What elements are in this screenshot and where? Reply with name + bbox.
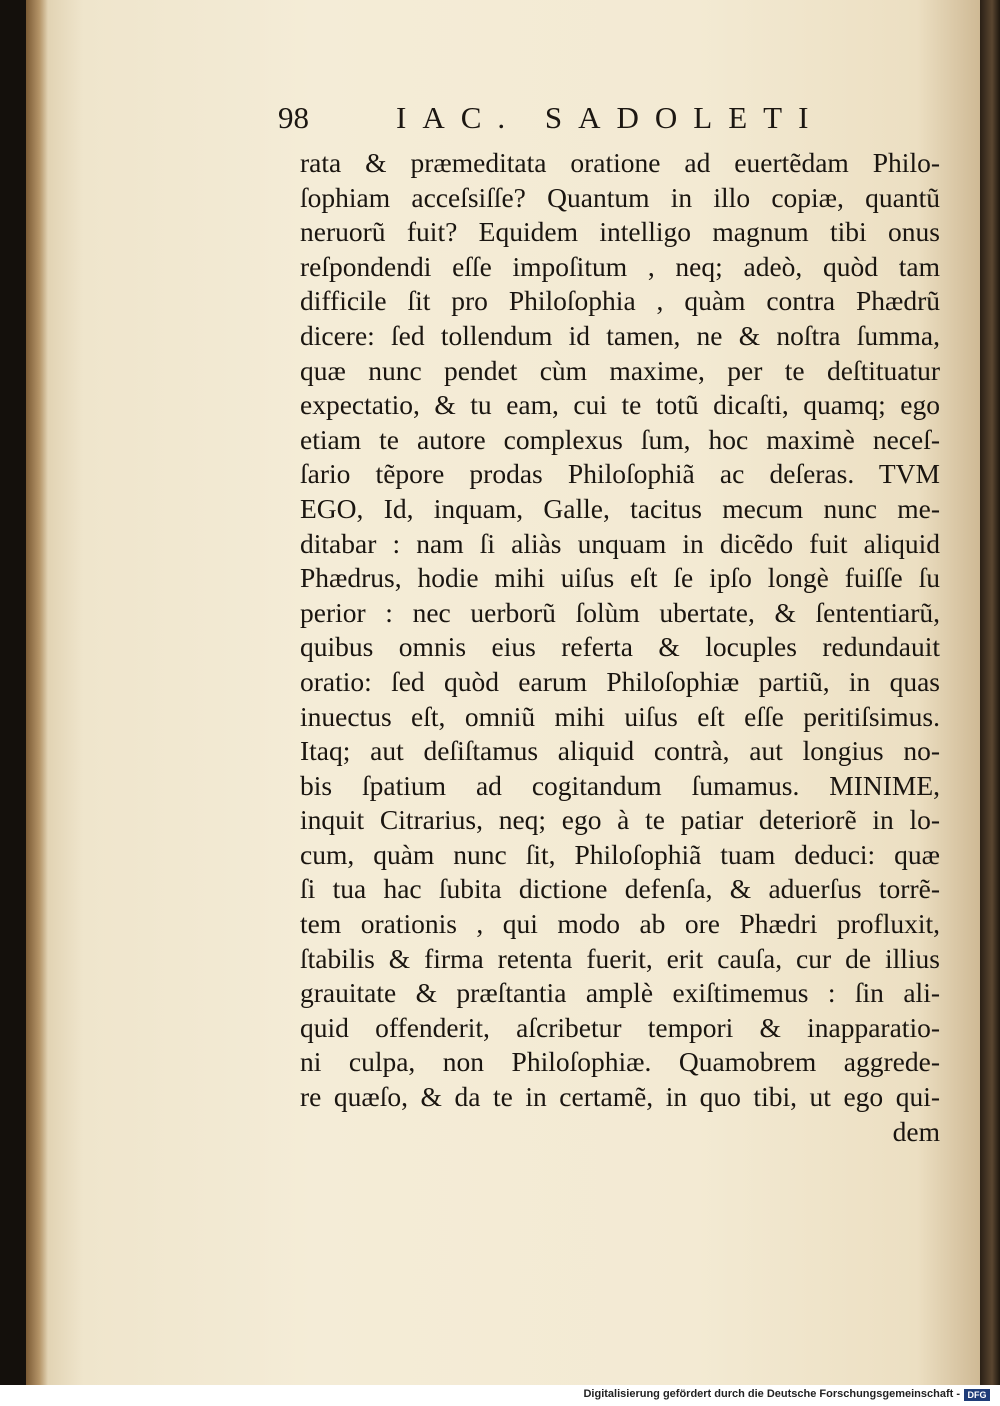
running-title: IAC. SADOLETI [396, 100, 825, 135]
text-line: difficile ſit pro Philoſophia , quàm contra Phædrũ [300, 285, 940, 317]
text-line: ſi tua hac ſubita dictione defenſa, & aduerſus torrẽ- [300, 873, 940, 905]
text-line: ſtabilis & firma retenta fuerit, erit cauſa, cur de illius [300, 942, 940, 974]
page-edge [980, 0, 1000, 1385]
body-text [300, 146, 940, 1149]
text-line: reſpondendi eſſe impoſitum , neq; adeò, quòd tam [300, 250, 940, 282]
text-line: neruorũ fuit? Equidem intelligo magnum tibi onus [300, 216, 940, 248]
dfg-logo: DFG [964, 1389, 990, 1401]
text-line: quid offenderit, aſcribetur tempori & inapparatio- [300, 1011, 940, 1043]
text-line: perior : nec uerborũ ſolùm ubertate, & ſententiarũ, [300, 596, 940, 628]
text-line: cum, quàm nunc ſit, Philoſophiã tuam deduci: quæ [300, 838, 940, 870]
text-line: ditabar : nam ſi aliàs unquam in dicẽdo fuit aliquid [300, 527, 940, 559]
text-line: rata & præmeditata oratione ad euertẽdam Philo- [300, 147, 940, 178]
page-gutter-shadow [26, 0, 48, 1385]
text-line: quibus omnis eius referta & locuples redundauit [300, 631, 940, 663]
page-number: 98 [278, 100, 309, 135]
text-line: EGO, Id, inquam, Galle, tacitus mecum nunc me- [300, 492, 940, 524]
text-line: tem orationis , qui modo ab ore Phædri profluxit, [300, 908, 940, 940]
text-line: ſophiam acceſsiſſe? Quantum in illo copiæ, quantũ [300, 181, 940, 213]
text-line: ni culpa, non Philoſophiæ. Quamobrem aggrede- [300, 1046, 940, 1078]
text-line: dicere: ſed tollendum id tamen, ne & noſtra ſumma, [300, 319, 940, 351]
text-line: inquit Citrarius, neq; ego à te patiar deteriorẽ in lo- [300, 804, 940, 836]
catchword: dem [892, 1115, 940, 1147]
text-line: Itaq; aut deſiſtamus aliquid contrà, aut longius no- [300, 735, 940, 767]
footer-bar [0, 1385, 1000, 1406]
text-line: grauitate & præſtantia amplè exiſtimemus : ſin ali- [300, 977, 940, 1009]
running-head [278, 100, 838, 140]
text-line: oratio: ſed quòd earum Philoſophiæ partiũ, in quas [300, 665, 940, 697]
text-line: Phædrus, hodie mihi uiſus eſt ſe ipſo longè fuiſſe ſu [300, 562, 940, 594]
text-line: expectatio, & tu eam, cui te totũ dicaſti, quamq; ego [300, 389, 940, 421]
text-line: quæ nunc pendet cùm maxime, per te deſtituatur [300, 354, 940, 386]
text-line: re quæſo, & da te in certamẽ, in quo tibi, ut ego qui- [300, 1081, 940, 1113]
footer-credit: Digitalisierung gefördert durch die Deutsche Forschungsgemeinschaft - [583, 1388, 960, 1400]
text-line: bis ſpatium ad cogitandum ſumamus. MINIME, [300, 769, 940, 801]
text-line: etiam te autore complexus ſum, hoc maximè neceſ- [300, 423, 940, 455]
text-line: ſario tẽpore prodas Philoſophiã ac deſeras. TVM [300, 458, 940, 490]
text-line: inuectus eſt, omniũ mihi uiſus eſt eſſe peritiſsimus. [300, 700, 940, 732]
